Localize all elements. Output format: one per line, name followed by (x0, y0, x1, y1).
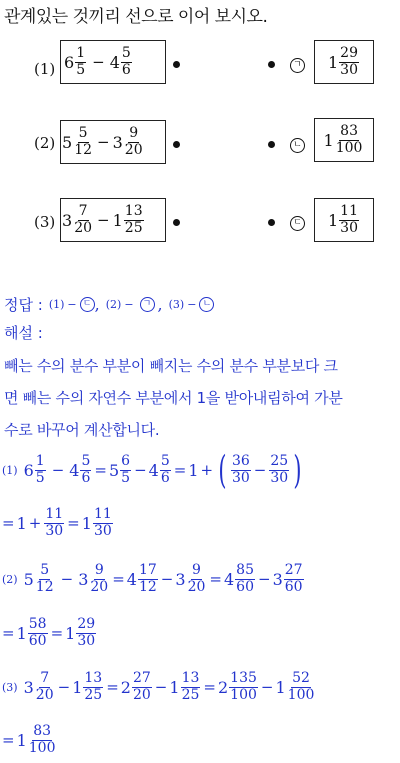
numerator: 17 (138, 562, 157, 579)
whole-number: 4 (109, 52, 120, 72)
denominator: 5 (76, 61, 86, 78)
numerator: 52 (292, 670, 310, 687)
operator: − (257, 570, 271, 588)
fraction (93, 507, 113, 539)
operator: = (112, 570, 125, 588)
fraction (89, 563, 109, 595)
explain-text-2: 면 빼는 수의 자연수 부분에서 1을 받아내림하여 가분 (4, 389, 343, 407)
denominator: 30 (231, 469, 250, 486)
fraction (73, 126, 93, 158)
whole-number: 2 (217, 677, 229, 697)
numerator: 25 (270, 453, 289, 470)
answer-line (4, 294, 214, 315)
fraction (124, 126, 144, 158)
whole-number: 1 (16, 730, 27, 750)
connect-dot-right-3[interactable] (268, 219, 275, 226)
numerator: 135 (230, 670, 257, 687)
numerator: 1 (35, 453, 45, 470)
numerator: 5 (78, 125, 88, 142)
operator: − (253, 461, 267, 479)
denominator: 12 (74, 141, 93, 158)
fraction (120, 454, 131, 486)
whole-number: 1 (81, 513, 92, 533)
numerator: 9 (192, 562, 201, 579)
denominator: 60 (28, 632, 47, 649)
operator: − (92, 53, 105, 71)
connect-dot-left-3[interactable] (173, 219, 180, 226)
denominator: 20 (124, 141, 143, 158)
denominator: 12 (138, 578, 157, 595)
item-label: (3) (34, 213, 56, 231)
denominator: 30 (340, 61, 358, 78)
whole-number: 1 (327, 52, 339, 72)
whole-number: 4 (126, 569, 137, 589)
operator: = (67, 514, 80, 532)
fraction (124, 204, 144, 236)
numerator: 83 (33, 723, 52, 740)
denominator: 5 (121, 469, 131, 486)
whole-number: 1 (16, 513, 27, 533)
whole-number: 1 (72, 677, 83, 697)
fraction (138, 563, 158, 595)
operator: + (200, 461, 214, 479)
operator: = (2, 731, 15, 749)
denominator: 30 (77, 632, 96, 649)
denominator: 25 (181, 686, 200, 703)
operator: − (97, 133, 110, 151)
whole-number: 1 (169, 677, 180, 697)
dash: − (187, 298, 197, 311)
fraction (339, 46, 359, 78)
numerator: 13 (181, 670, 200, 687)
whole-number: 4 (148, 460, 159, 480)
numerator: 27 (284, 562, 303, 579)
numerator: 11 (340, 203, 358, 220)
whole-number: 1 (188, 460, 199, 480)
whole-number: 4 (223, 569, 235, 589)
answer-label: 정답 : (4, 296, 43, 314)
denominator: 30 (270, 469, 289, 486)
operator: = (106, 678, 119, 696)
whole-number: 3 (23, 677, 34, 697)
fraction (187, 563, 207, 595)
numerator: 9 (129, 125, 139, 142)
denominator: 5 (35, 469, 45, 486)
right-box-1 (314, 40, 374, 84)
denominator: 30 (45, 522, 64, 539)
paren: ( (218, 448, 227, 492)
whole-number: 3 (175, 569, 186, 589)
dash: − (124, 298, 134, 311)
numerator: 5 (40, 562, 50, 579)
fraction (83, 671, 103, 703)
fraction (35, 671, 55, 703)
left-box-3 (60, 198, 166, 242)
explain-label: 해설 : (4, 324, 43, 342)
solution-label: (3) (2, 680, 18, 694)
denominator: 30 (93, 522, 112, 539)
fraction (235, 563, 255, 595)
fraction (35, 563, 55, 595)
connect-dot-left-2[interactable] (173, 141, 180, 148)
fraction (284, 563, 304, 595)
denominator: 100 (335, 139, 363, 156)
fraction (73, 204, 93, 236)
denominator: 100 (287, 686, 315, 703)
denominator: 25 (124, 219, 143, 236)
answer-mark: ㄴ (199, 297, 214, 312)
answer-mark: ㄱ (140, 297, 155, 312)
fraction (269, 454, 289, 486)
choice-mark: ㄱ (290, 58, 305, 73)
numerator: 5 (160, 453, 170, 470)
denominator: 25 (84, 686, 103, 703)
solution-2-line-2 (2, 610, 97, 656)
fraction (28, 617, 48, 649)
solution-1-line-2 (2, 500, 114, 546)
whole-number: 5 (108, 460, 120, 480)
denominator: 20 (35, 686, 54, 703)
denominator: 6 (81, 469, 91, 486)
denominator: 6 (160, 469, 170, 486)
explain-text-3: 수로 바꾸어 계산합니다. (4, 421, 160, 439)
paren: ) (293, 448, 302, 492)
numerator: 5 (121, 45, 131, 62)
numerator: 9 (94, 562, 104, 579)
connect-dot-left-1[interactable] (173, 61, 180, 68)
whole-number: 6 (23, 460, 34, 480)
numerator: 85 (236, 562, 254, 579)
fraction (339, 204, 359, 236)
numerator: 5 (81, 453, 91, 470)
solution-3-line-2 (2, 718, 58, 762)
fraction (75, 46, 86, 78)
numerator: 13 (124, 203, 143, 220)
whole-number: 3 (112, 132, 123, 152)
denominator: 60 (236, 578, 254, 595)
operator: = (203, 678, 216, 696)
operator: − (57, 678, 71, 696)
numerator: 7 (40, 670, 50, 687)
item-label: (1) (34, 60, 56, 78)
solution-2-line-1 (2, 556, 305, 602)
fraction (231, 454, 251, 486)
whole-number: 2 (120, 677, 131, 697)
numerator: 83 (340, 123, 358, 140)
operator: − (260, 678, 274, 696)
dash: − (67, 298, 77, 311)
whole-number: 4 (69, 460, 80, 480)
denominator: 20 (74, 219, 93, 236)
denominator: 20 (90, 578, 109, 595)
denominator: 30 (340, 219, 358, 236)
left-box-1 (60, 40, 166, 84)
operator: − (154, 678, 168, 696)
fraction (287, 671, 316, 703)
numerator: 13 (84, 670, 103, 687)
connect-dot-right-1[interactable] (268, 61, 275, 68)
choice-mark: ㄷ (290, 216, 305, 231)
item-label: (2) (34, 134, 56, 152)
operator: − (160, 570, 174, 588)
solution-1-line-1 (2, 444, 305, 496)
whole-number: 6 (64, 52, 75, 72)
whole-number: 5 (62, 132, 73, 152)
numerator: 58 (28, 616, 47, 633)
fraction (35, 454, 46, 486)
denominator: 100 (28, 739, 56, 756)
fraction (44, 507, 64, 539)
denominator: 6 (121, 61, 131, 78)
numerator: 36 (231, 453, 250, 470)
numerator: 11 (93, 506, 112, 523)
whole-number: 1 (323, 130, 334, 150)
left-box-2 (60, 120, 166, 164)
right-box-3 (314, 198, 374, 242)
choice-mark: ㄴ (290, 138, 305, 153)
denominator: 12 (35, 578, 54, 595)
operator: = (94, 461, 107, 479)
numerator: 1 (76, 45, 86, 62)
numerator: 7 (78, 203, 88, 220)
solution-label: (1) (2, 463, 18, 477)
whole-number: 3 (272, 569, 283, 589)
operator: − (51, 461, 65, 479)
comma: , (94, 295, 100, 314)
whole-number: 3 (62, 210, 73, 230)
operator: = (2, 514, 15, 532)
fraction (335, 124, 364, 156)
fraction (160, 454, 171, 486)
operator: + (28, 514, 42, 532)
numerator: 29 (340, 45, 358, 62)
fraction (80, 454, 91, 486)
operator: − (97, 211, 110, 229)
numerator: 29 (77, 616, 96, 633)
answer-part: (2) (105, 298, 122, 311)
fraction (132, 671, 152, 703)
whole-number: 5 (23, 569, 34, 589)
operator: − (60, 570, 74, 588)
fraction (28, 724, 57, 756)
numerator: 11 (45, 506, 64, 523)
question-title: 관계있는 것끼리 선으로 이어 보시오. (4, 7, 268, 27)
fraction (76, 617, 96, 649)
numerator: 6 (121, 453, 131, 470)
denominator: 100 (230, 686, 257, 703)
whole-number: 1 (16, 623, 27, 643)
right-box-2 (314, 118, 374, 162)
denominator: 60 (284, 578, 303, 595)
whole-number: 1 (65, 623, 76, 643)
fraction (121, 46, 132, 78)
answer-mark: ㄷ (80, 297, 95, 312)
operator: = (2, 624, 15, 642)
whole-number: 3 (78, 569, 89, 589)
answer-part: (3) (168, 298, 185, 311)
fraction (229, 671, 258, 703)
whole-number: 1 (112, 210, 123, 230)
solution-label: (2) (2, 572, 18, 586)
connect-dot-right-2[interactable] (268, 141, 275, 148)
comma: , (157, 295, 163, 314)
denominator: 20 (132, 686, 151, 703)
answer-part: (1) (48, 298, 65, 311)
operator: − (134, 461, 147, 479)
whole-number: 1 (327, 210, 339, 230)
operator: = (173, 461, 187, 479)
numerator: 27 (132, 670, 151, 687)
denominator: 20 (187, 578, 206, 595)
fraction (181, 671, 201, 703)
operator: = (209, 570, 222, 588)
explain-text-1: 빼는 수의 분수 부분이 빼지는 수의 분수 부분보다 크 (4, 357, 338, 375)
whole-number: 1 (275, 677, 286, 697)
solution-3-line-1 (2, 664, 316, 710)
operator: = (50, 624, 64, 642)
